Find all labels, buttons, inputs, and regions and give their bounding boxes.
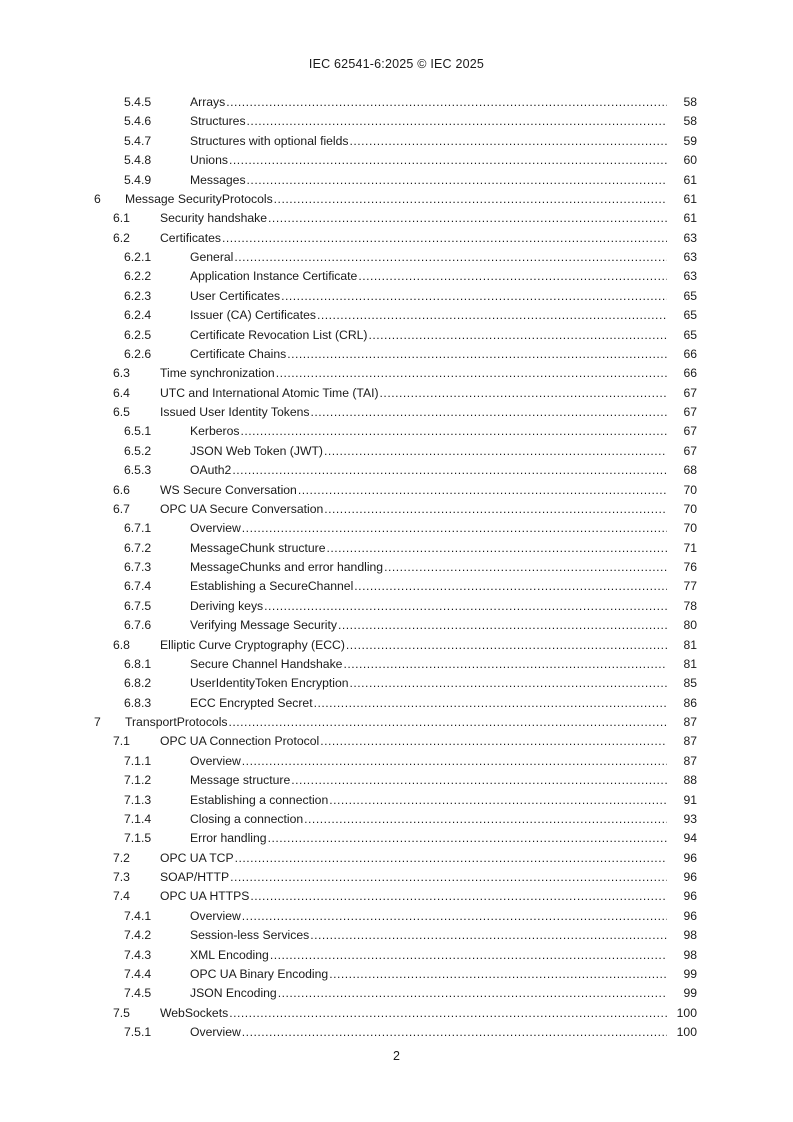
toc-entry-number: 6.1 <box>113 211 130 226</box>
toc-entry-number: 6.2.3 <box>124 288 152 303</box>
toc-entry-page: 98 <box>667 926 697 945</box>
dot-leader <box>250 887 667 906</box>
toc-entry-number: 7.5 <box>113 1005 130 1020</box>
toc-entry-page: 70 <box>667 481 697 500</box>
toc-entry-title-with-leader <box>190 1023 667 1042</box>
toc-entry-title[interactable]: OPC UA TCP <box>160 849 235 868</box>
toc-entry[interactable] <box>0 287 793 306</box>
toc-entry-title-with-leader <box>190 597 667 616</box>
toc-entry-title[interactable]: Overview <box>190 1023 242 1042</box>
toc-entry-page: 65 <box>667 287 697 306</box>
toc-entry[interactable] <box>0 1023 793 1042</box>
dot-leader <box>229 1004 667 1023</box>
dot-leader <box>304 810 667 829</box>
toc-entry-title-with-leader <box>190 539 667 558</box>
dot-leader <box>247 171 667 190</box>
toc-entry-page: 100 <box>667 1023 697 1042</box>
toc-entry-title[interactable]: Unions <box>190 151 229 170</box>
table-of-contents <box>0 93 793 1042</box>
toc-entry-title-with-leader <box>190 422 667 441</box>
toc-entry-title[interactable]: OAuth2 <box>190 461 232 480</box>
toc-entry-title-with-leader <box>125 190 667 209</box>
toc-entry-title[interactable]: XML Encoding <box>190 946 270 965</box>
toc-entry-number: 6.5.2 <box>124 443 152 458</box>
toc-entry-title-with-leader <box>160 364 667 383</box>
toc-entry-number: 7 <box>94 715 101 729</box>
toc-entry-number: 7.3 <box>113 870 130 884</box>
toc-entry[interactable] <box>0 384 793 403</box>
toc-entry-title-with-leader <box>190 984 667 1003</box>
toc-entry-title-with-leader <box>190 791 667 810</box>
dot-leader <box>230 868 667 887</box>
toc-entry-page: 65 <box>667 306 697 325</box>
toc-entry-title-with-leader <box>190 829 667 848</box>
toc-entry-number: 6.7.3 <box>124 560 152 574</box>
toc-entry-number: 5.4.5 <box>124 95 152 109</box>
toc-entry-number: 6.7.4 <box>124 579 152 594</box>
toc-entry-page: 63 <box>667 229 697 248</box>
toc-entry-page: 76 <box>667 558 697 577</box>
toc-entry-title-with-leader <box>190 674 667 693</box>
toc-entry-number: 6.7.5 <box>124 598 152 613</box>
toc-entry-page: 96 <box>667 887 697 906</box>
toc-entry-title[interactable]: Error handling <box>190 829 268 848</box>
toc-entry-page: 67 <box>667 422 697 441</box>
toc-entry-page: 100 <box>667 1004 697 1023</box>
toc-entry-title-with-leader <box>190 810 667 829</box>
toc-entry-page: 65 <box>667 326 697 345</box>
toc-entry-number: 6.7.1 <box>124 521 152 536</box>
toc-entry-title[interactable]: Elliptic Curve Cryptography (ECC) <box>160 636 346 655</box>
toc-entry-title[interactable]: Session-less Services <box>190 926 310 945</box>
dot-leader <box>276 364 667 383</box>
toc-entry-number: 6.2.1 <box>124 250 152 264</box>
toc-entry[interactable] <box>0 946 793 965</box>
toc-entry[interactable] <box>0 1004 793 1023</box>
toc-entry-number: 6.5.1 <box>124 424 152 439</box>
dot-leader <box>229 151 667 170</box>
toc-entry-title-with-leader <box>190 752 667 771</box>
toc-entry-page: 88 <box>667 771 697 790</box>
toc-entry[interactable] <box>0 442 793 461</box>
toc-entry-title[interactable]: Closing a connection <box>190 810 304 829</box>
toc-entry-number: 6 <box>94 191 101 206</box>
toc-entry[interactable] <box>0 732 793 751</box>
dot-leader <box>240 422 667 441</box>
dot-leader <box>338 616 667 635</box>
toc-entry[interactable] <box>0 151 793 170</box>
toc-entry-title-with-leader <box>190 965 667 984</box>
toc-entry-page: 70 <box>667 519 697 538</box>
toc-entry-number: 7.5.1 <box>124 1025 152 1039</box>
toc-entry[interactable] <box>0 539 793 558</box>
toc-entry-page: 87 <box>667 732 697 751</box>
toc-entry-title[interactable]: ECC Encrypted Secret <box>190 694 314 713</box>
toc-entry-title-with-leader <box>160 384 667 403</box>
toc-entry-title[interactable]: UTC and International Atomic Time (TAI) <box>160 384 380 403</box>
toc-entry[interactable] <box>0 926 793 945</box>
toc-entry-title[interactable]: Deriving keys <box>190 597 264 616</box>
toc-entry-page: 96 <box>667 849 697 868</box>
toc-entry-title-with-leader <box>125 713 667 732</box>
toc-entry-title-with-leader <box>190 442 667 461</box>
toc-entry-title[interactable]: JSON Encoding <box>190 984 278 1003</box>
dot-leader <box>226 93 667 112</box>
toc-entry-title-with-leader <box>190 616 667 635</box>
toc-entry-title-with-leader <box>160 229 667 248</box>
toc-entry-page: 77 <box>667 577 697 596</box>
toc-entry-title[interactable]: OPC UA Connection Protocol <box>160 732 320 751</box>
toc-entry-number: 6.2.6 <box>124 346 152 361</box>
dot-leader <box>314 694 667 713</box>
toc-entry-page: 80 <box>667 616 697 635</box>
toc-entry-title-with-leader <box>190 771 667 790</box>
toc-entry-title[interactable]: Overview <box>190 519 242 538</box>
toc-entry-page: 96 <box>667 868 697 887</box>
toc-entry[interactable] <box>0 403 793 422</box>
toc-entry[interactable] <box>0 887 793 906</box>
toc-entry-number: 5.4.6 <box>124 114 152 129</box>
dot-leader <box>298 481 667 500</box>
dot-leader <box>274 190 667 209</box>
toc-entry-title-with-leader <box>190 132 667 151</box>
toc-entry-title-with-leader <box>160 500 667 519</box>
toc-entry[interactable] <box>0 868 793 887</box>
toc-entry-title-with-leader <box>190 93 667 112</box>
toc-entry-page: 93 <box>667 810 697 829</box>
toc-entry-page: 67 <box>667 384 697 403</box>
toc-entry-number: 6.5 <box>113 405 130 419</box>
toc-entry-title-with-leader <box>190 907 667 926</box>
toc-entry-page: 63 <box>667 248 697 267</box>
toc-entry-title[interactable]: Overview <box>190 907 242 926</box>
toc-entry-title-with-leader <box>160 887 667 906</box>
dot-leader <box>287 345 667 364</box>
toc-entry-page: 86 <box>667 694 697 713</box>
toc-entry[interactable] <box>0 791 793 810</box>
toc-entry-page: 87 <box>667 713 697 732</box>
toc-entry-number: 6.8.1 <box>124 656 152 671</box>
dot-leader <box>324 500 667 519</box>
toc-entry-title-with-leader <box>190 946 667 965</box>
toc-entry-number: 7.1.1 <box>124 753 152 768</box>
toc-entry-number: 6.7 <box>113 501 130 516</box>
toc-entry-page: 98 <box>667 946 697 965</box>
dot-leader <box>326 539 667 558</box>
toc-entry-number: 7.1.3 <box>124 792 152 807</box>
toc-entry[interactable] <box>0 326 793 345</box>
dot-leader <box>247 112 667 131</box>
toc-entry[interactable] <box>0 93 793 112</box>
dot-leader <box>354 577 667 596</box>
toc-entry-title-with-leader <box>190 306 667 325</box>
dot-leader <box>229 713 667 732</box>
toc-entry-title[interactable]: Message structure <box>190 771 291 790</box>
toc-entry-number: 7.4.4 <box>124 966 152 981</box>
dot-leader <box>242 752 667 771</box>
toc-entry-title[interactable]: Establishing a connection <box>190 791 329 810</box>
dot-leader <box>268 209 667 228</box>
toc-entry-number: 6.5.3 <box>124 463 152 478</box>
toc-entry-page: 91 <box>667 791 697 810</box>
toc-entry-number: 7.2 <box>113 850 130 865</box>
toc-entry[interactable] <box>0 306 793 325</box>
toc-entry-page: 58 <box>667 93 697 112</box>
dot-leader <box>242 907 667 926</box>
toc-entry[interactable] <box>0 248 793 267</box>
toc-entry-page: 61 <box>667 190 697 209</box>
toc-entry[interactable] <box>0 655 793 674</box>
toc-entry-page: 99 <box>667 984 697 1003</box>
toc-entry-page: 78 <box>667 597 697 616</box>
dot-leader <box>343 655 667 674</box>
toc-entry-number: 6.2 <box>113 230 130 245</box>
toc-entry-title[interactable]: Certificate Chains <box>190 345 287 364</box>
toc-entry-page: 60 <box>667 151 697 170</box>
toc-entry-number: 6.8.2 <box>124 676 152 691</box>
toc-entry-number: 6.8.3 <box>124 695 152 710</box>
toc-entry-title[interactable]: Application Instance Certificate <box>190 267 358 286</box>
toc-entry-title-with-leader <box>160 732 667 751</box>
toc-entry-title[interactable]: Time synchronization <box>160 364 276 383</box>
toc-entry-title[interactable]: OPC UA Secure Conversation <box>160 500 324 519</box>
toc-entry-page: 66 <box>667 364 697 383</box>
toc-entry-title[interactable]: Structures with optional fields <box>190 132 350 151</box>
toc-entry-title[interactable]: Verifying Message Security <box>190 616 338 635</box>
toc-entry-page: 61 <box>667 171 697 190</box>
dot-leader <box>320 732 667 751</box>
toc-entry-number: 7.4.5 <box>124 986 152 1001</box>
toc-entry-number: 6.6 <box>113 482 130 497</box>
toc-entry-number: 6.2.5 <box>124 327 152 342</box>
toc-entry-number: 5.4.8 <box>124 153 152 168</box>
toc-entry-title[interactable]: MessageChunk structure <box>190 539 326 558</box>
toc-entry-number: 6.7.2 <box>124 540 152 555</box>
toc-entry[interactable] <box>0 267 793 286</box>
toc-entry-title[interactable]: General <box>190 248 234 267</box>
toc-entry-number: 7.1.5 <box>124 831 152 846</box>
toc-entry-number: 7.4.1 <box>124 908 152 923</box>
toc-entry-number: 6.4 <box>113 385 130 400</box>
page-number: 2 <box>393 1049 400 1063</box>
toc-entry[interactable] <box>0 694 793 713</box>
toc-entry-title[interactable]: Structures <box>190 112 247 131</box>
toc-entry-page: 99 <box>667 965 697 984</box>
toc-entry-page: 94 <box>667 829 697 848</box>
toc-entry-title-with-leader <box>190 326 667 345</box>
toc-entry-title-with-leader <box>190 345 667 364</box>
toc-entry-number: 7.1 <box>113 734 130 749</box>
toc-entry-title[interactable]: Security handshake <box>160 209 268 228</box>
toc-entry-title-with-leader <box>190 267 667 286</box>
toc-entry-title-with-leader <box>190 694 667 713</box>
toc-entry-title-with-leader <box>190 461 667 480</box>
toc-entry-title[interactable]: SOAP/HTTP <box>160 868 230 887</box>
dot-leader <box>242 1023 667 1042</box>
toc-entry[interactable] <box>0 849 793 868</box>
toc-entry[interactable] <box>0 209 793 228</box>
dot-leader <box>278 984 667 1003</box>
toc-entry-title-with-leader <box>190 171 667 190</box>
toc-entry[interactable] <box>0 752 793 771</box>
toc-entry[interactable] <box>0 965 793 984</box>
toc-entry-title[interactable]: Establishing a SecureChannel <box>190 577 354 596</box>
toc-entry[interactable] <box>0 984 793 1003</box>
toc-entry[interactable] <box>0 112 793 131</box>
toc-entry-number: 6.3 <box>113 366 130 381</box>
toc-entry-title-with-leader <box>190 519 667 538</box>
toc-entry[interactable] <box>0 597 793 616</box>
toc-entry[interactable] <box>0 171 793 190</box>
toc-entry-number: 5.4.7 <box>124 133 152 148</box>
dot-leader <box>242 519 667 538</box>
toc-entry-number: 7.4 <box>113 889 130 904</box>
toc-entry-page: 96 <box>667 907 697 926</box>
toc-entry-title[interactable]: Kerberos <box>190 422 240 441</box>
dot-leader <box>264 597 667 616</box>
toc-entry-title-with-leader <box>160 403 667 422</box>
toc-entry[interactable] <box>0 190 793 209</box>
toc-entry[interactable] <box>0 422 793 441</box>
toc-entry[interactable] <box>0 713 793 732</box>
toc-entry-page: 81 <box>667 655 697 674</box>
toc-entry-title[interactable]: JSON Web Token (JWT) <box>190 442 324 461</box>
toc-entry-page: 87 <box>667 752 697 771</box>
toc-entry[interactable] <box>0 481 793 500</box>
toc-entry-page: 61 <box>667 209 697 228</box>
toc-entry-title[interactable]: Arrays <box>190 93 226 112</box>
toc-entry-title[interactable]: Certificates <box>160 229 222 248</box>
toc-entry-number: 7.1.2 <box>124 773 152 788</box>
toc-entry-title[interactable]: Issuer (CA) Certificates <box>190 306 317 325</box>
toc-entry[interactable] <box>0 229 793 248</box>
toc-entry-title[interactable]: OPC UA HTTPS <box>160 887 250 906</box>
dot-leader <box>329 791 667 810</box>
toc-entry[interactable] <box>0 829 793 848</box>
toc-entry-title-with-leader <box>160 868 667 887</box>
toc-entry-number: 7.4.2 <box>124 928 152 943</box>
toc-entry-number: 7.1.4 <box>124 811 152 826</box>
dot-leader <box>346 636 667 655</box>
toc-entry[interactable] <box>0 461 793 480</box>
toc-entry-number: 6.8 <box>113 637 130 652</box>
page-header: IEC 62541-6:2025 © IEC 2025 <box>308 57 485 71</box>
toc-entry-title-with-leader <box>190 287 667 306</box>
dot-leader <box>329 965 667 984</box>
toc-entry-title-with-leader <box>160 849 667 868</box>
toc-entry-page: 58 <box>667 112 697 131</box>
toc-entry-title[interactable]: Certificate Revocation List (CRL) <box>190 326 368 345</box>
toc-entry-number: 5.4.9 <box>124 172 152 187</box>
dot-leader <box>380 384 667 403</box>
toc-entry-title[interactable]: WS Secure Conversation <box>160 481 298 500</box>
toc-entry-title-with-leader <box>190 577 667 596</box>
dot-leader <box>270 946 667 965</box>
toc-entry-title-with-leader <box>190 926 667 945</box>
toc-entry[interactable] <box>0 558 793 577</box>
dot-leader <box>358 267 667 286</box>
toc-entry-title-with-leader <box>160 636 667 655</box>
dot-leader <box>235 849 667 868</box>
toc-entry-title[interactable]: Secure Channel Handshake <box>190 655 343 674</box>
toc-entry-number: 6.2.4 <box>124 308 152 323</box>
toc-entry-title[interactable]: MessageChunks and error handling <box>190 558 384 577</box>
dot-leader <box>350 132 667 151</box>
dot-leader <box>234 248 667 267</box>
toc-entry-title-with-leader <box>190 655 667 674</box>
toc-entry-title[interactable]: TransportProtocols <box>125 713 229 732</box>
toc-entry-title[interactable]: Message SecurityProtocols <box>125 190 274 209</box>
toc-entry[interactable] <box>0 907 793 926</box>
dot-leader <box>268 829 667 848</box>
dot-leader <box>311 403 668 422</box>
toc-entry-page: 67 <box>667 403 697 422</box>
toc-entry-title[interactable]: UserIdentityToken Encryption <box>190 674 350 693</box>
dot-leader <box>317 306 667 325</box>
toc-entry-page: 70 <box>667 500 697 519</box>
toc-entry-page: 67 <box>667 442 697 461</box>
toc-entry-page: 71 <box>667 539 697 558</box>
dot-leader <box>384 558 667 577</box>
toc-entry[interactable] <box>0 364 793 383</box>
dot-leader <box>291 771 667 790</box>
toc-entry-title[interactable]: Overview <box>190 752 242 771</box>
toc-entry-title-with-leader <box>160 481 667 500</box>
toc-entry-title[interactable]: OPC UA Binary Encoding <box>190 965 329 984</box>
toc-entry-number: 6.7.6 <box>124 618 152 633</box>
toc-entry-title-with-leader <box>190 558 667 577</box>
toc-entry[interactable] <box>0 636 793 655</box>
toc-entry[interactable] <box>0 345 793 364</box>
toc-entry[interactable] <box>0 519 793 538</box>
toc-entry-page: 59 <box>667 132 697 151</box>
dot-leader <box>232 461 667 480</box>
toc-entry-title[interactable]: User Certificates <box>190 287 281 306</box>
dot-leader <box>310 926 667 945</box>
toc-entry[interactable] <box>0 132 793 151</box>
dot-leader <box>350 674 667 693</box>
toc-entry-title[interactable]: Issued User Identity Tokens <box>160 403 311 422</box>
dot-leader <box>368 326 667 345</box>
toc-entry-number: 6.2.2 <box>124 269 152 284</box>
toc-entry-page: 66 <box>667 345 697 364</box>
dot-leader <box>222 229 667 248</box>
toc-entry[interactable] <box>0 616 793 635</box>
toc-entry-title[interactable]: WebSockets <box>160 1004 229 1023</box>
toc-entry-title-with-leader <box>160 1004 667 1023</box>
dot-leader <box>324 442 667 461</box>
toc-entry[interactable] <box>0 674 793 693</box>
toc-entry-page: 68 <box>667 461 697 480</box>
toc-entry-number: 7.4.3 <box>124 947 152 962</box>
toc-entry[interactable] <box>0 810 793 829</box>
toc-entry-title-with-leader <box>190 248 667 267</box>
toc-entry[interactable] <box>0 500 793 519</box>
toc-entry[interactable] <box>0 577 793 596</box>
toc-entry-title[interactable]: Messages <box>190 171 247 190</box>
dot-leader <box>281 287 667 306</box>
toc-entry[interactable] <box>0 771 793 790</box>
toc-entry-page: 63 <box>667 267 697 286</box>
toc-entry-title-with-leader <box>160 209 667 228</box>
toc-entry-title-with-leader <box>190 112 667 131</box>
toc-entry-title-with-leader <box>190 151 667 170</box>
toc-entry-page: 81 <box>667 636 697 655</box>
toc-entry-page: 85 <box>667 674 697 693</box>
